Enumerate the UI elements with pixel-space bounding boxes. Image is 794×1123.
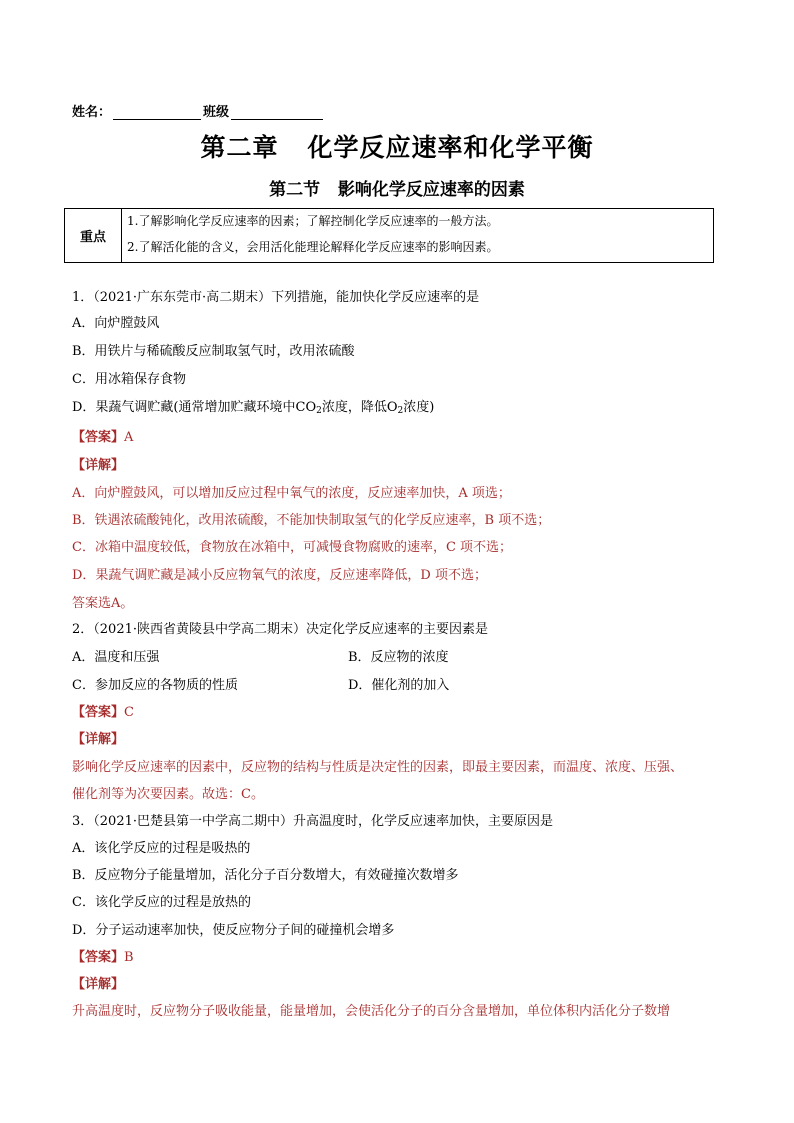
co2-subscript: 2 xyxy=(316,406,322,416)
q1-stem: 1．（2021·广东东莞市·高二期末）下列措施，能加快化学反应速率的是 xyxy=(72,290,480,305)
q2-detail-line: 催化剂等为次要因素。故选：C。 xyxy=(72,787,264,802)
q3-option-c: C．该化学反应的过程是放热的 xyxy=(72,895,251,910)
q2-option-d: D．催化剂的加入 xyxy=(348,678,450,693)
answer-label: 【答案】 xyxy=(72,705,125,720)
key-points-label: 重点 xyxy=(65,209,122,262)
q3-detail-line: 升高温度时，反应物分子吸收能量，能量增加，会使活化分子的百分含量增加，单位体积内活化分子数增 xyxy=(72,1004,671,1019)
name-blank[interactable] xyxy=(113,107,201,120)
q2-option-c: C．参加反应的各物质的性质 xyxy=(72,678,238,693)
key-point-item: 2.了解活化能的含义，会用活化能理论解释化学反应速率的影响因素。 xyxy=(127,240,499,254)
q1-option-d-text: D．果蔬气调贮藏(通常增加贮藏环境中 xyxy=(72,400,296,415)
name-label: 姓名： xyxy=(72,105,112,120)
q1-option-a: A．向炉膛鼓风 xyxy=(72,316,160,331)
q2-stem: 2．（2021·陕西省黄陵县中学高二期末）决定化学反应速率的主要因素是 xyxy=(72,622,488,637)
q1-answer xyxy=(72,428,133,448)
class-blank[interactable] xyxy=(231,107,323,120)
student-info-row xyxy=(72,101,325,120)
answer-value: B xyxy=(124,950,134,965)
o2-formula: O xyxy=(386,400,398,415)
q1-conclusion: 答案选A。 xyxy=(72,596,134,611)
class-label: 班级 xyxy=(203,105,230,120)
q1-option-d xyxy=(72,398,434,421)
q3-answer xyxy=(72,948,134,968)
o2-subscript: 2 xyxy=(397,406,404,416)
key-point-item: 1.了解影响化学反应速率的因素；了解控制化学反应速率的一般方法。 xyxy=(127,214,499,228)
q2-detail-line: 影响化学反应速率的因素中，反应物的结构与性质是决定性的因素，即最主要因素，而温度、浓度、压强、 xyxy=(72,760,684,775)
q2-option-b: B．反应物的浓度 xyxy=(348,650,449,665)
chapter-title: 第二章 化学反应速率和化学平衡 xyxy=(200,133,594,162)
q1-option-d-text: 浓度) xyxy=(403,400,435,415)
q1-detail-label: 【详解】 xyxy=(72,458,125,473)
answer-label: 【答案】 xyxy=(72,430,125,445)
q2-option-a: A．温度和压强 xyxy=(72,650,160,665)
q3-detail-label: 【详解】 xyxy=(72,977,125,992)
q3-option-b: B．反应物分子能量增加，活化分子百分数增大，有效碰撞次数增多 xyxy=(72,868,459,883)
q3-option-a: A．该化学反应的过程是吸热的 xyxy=(72,841,251,856)
answer-value: A xyxy=(124,430,134,445)
section-title: 第二节 影响化学反应速率的因素 xyxy=(269,180,525,200)
answer-value: C xyxy=(124,705,134,720)
q1-option-c: C．用冰箱保存食物 xyxy=(72,372,186,387)
q1-detail-line: C．冰箱中温度较低，食物放在冰箱中，可减慢食物腐败的速率，C 项不选； xyxy=(72,540,513,555)
q1-option-d-text: 浓度，降低 xyxy=(321,400,387,415)
q2-answer xyxy=(72,703,134,723)
q1-detail-line: A．向炉膛鼓风，可以增加反应过程中氧气的浓度，反应速率加快，A 项选； xyxy=(72,486,511,501)
q1-detail-line: D．果蔬气调贮藏是减小反应物氧气的浓度，反应速率降低，D 项不选； xyxy=(72,568,487,583)
answer-label: 【答案】 xyxy=(72,950,125,965)
key-points-table xyxy=(64,208,714,263)
q1-detail-line: B．铁遇浓硫酸钝化，改用浓硫酸，不能加快制取氢气的化学反应速率，B 项不选； xyxy=(72,513,551,528)
q2-detail-label: 【详解】 xyxy=(72,732,125,747)
co2-formula: CO xyxy=(295,400,317,415)
q3-stem: 3．（2021·巴楚县第一中学高二期中）升高温度时，化学反应速率加快，主要原因是 xyxy=(72,814,553,829)
q1-option-b: B．用铁片与稀硫酸反应制取氢气时，改用浓硫酸 xyxy=(72,344,355,359)
q3-option-d: D．分子运动速率加快，使反应物分子间的碰撞机会增多 xyxy=(72,923,395,938)
